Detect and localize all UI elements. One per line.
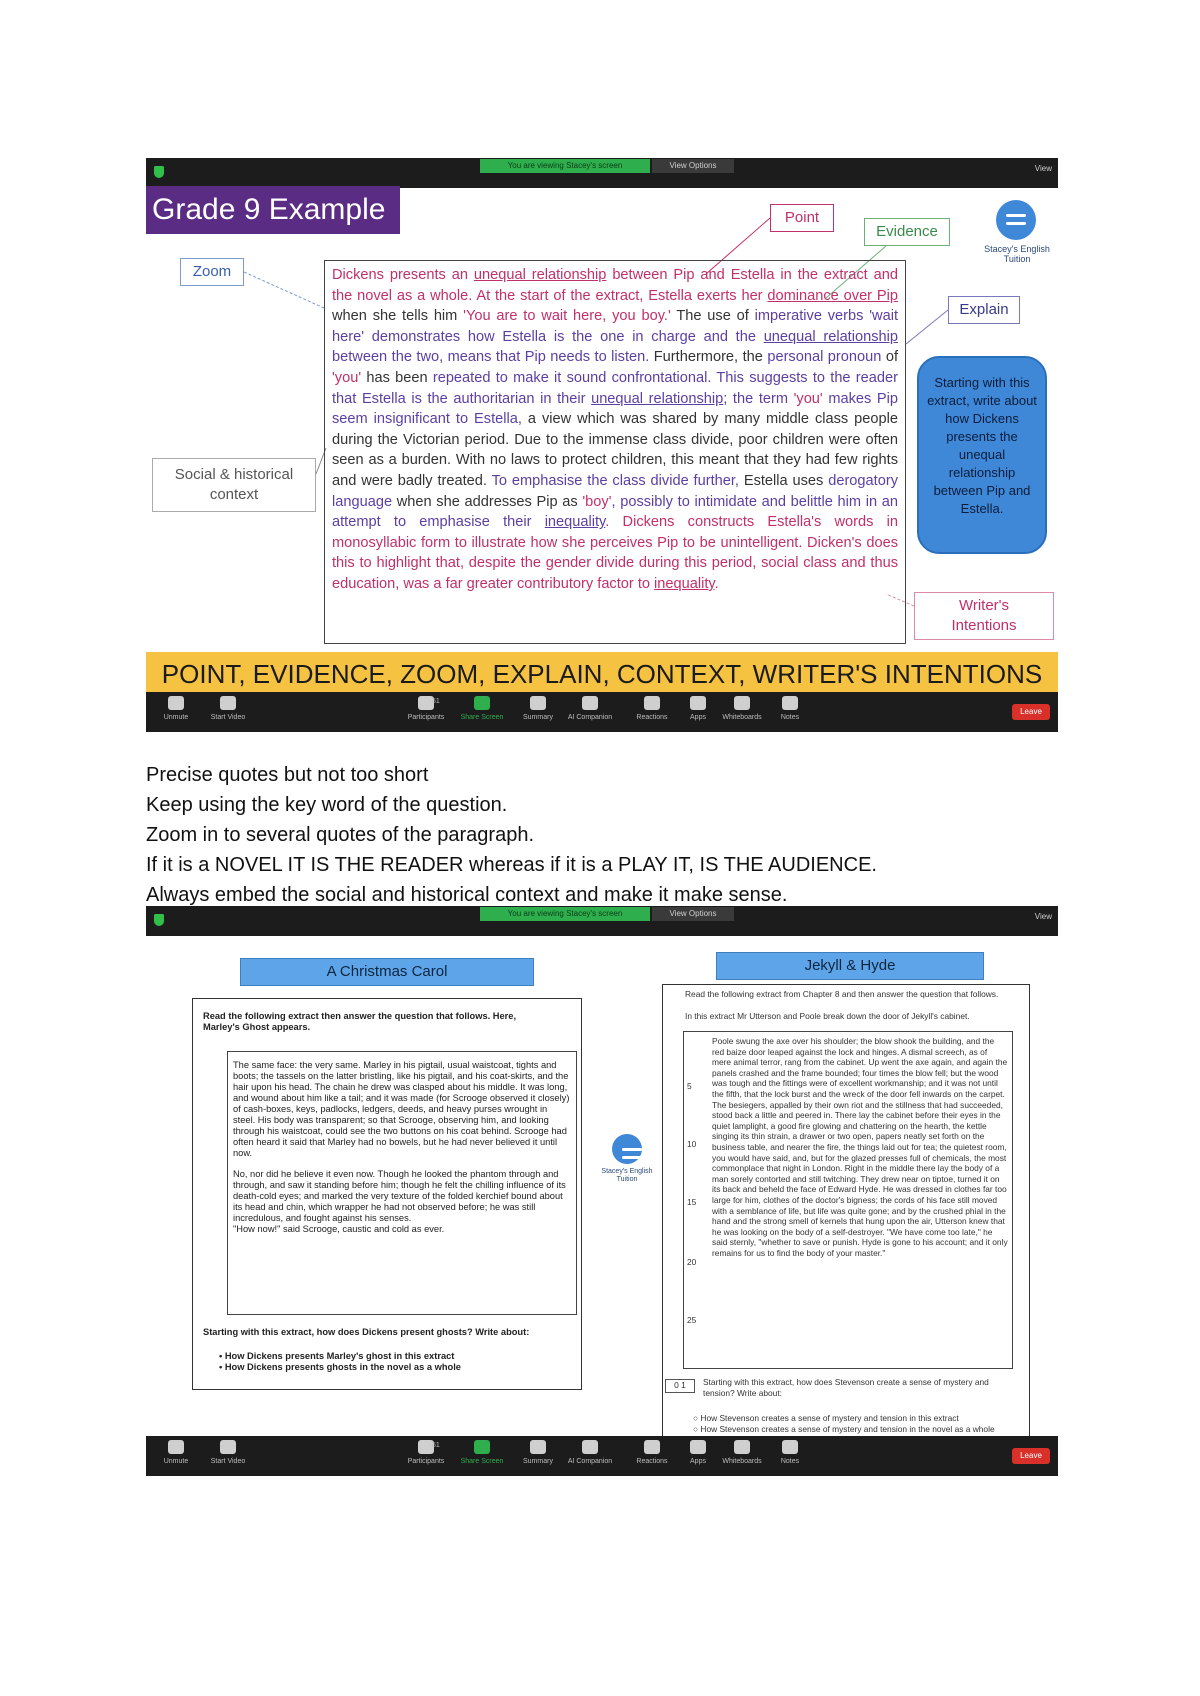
paragraph-segment: personal pronoun <box>767 349 882 366</box>
paragraph-segment: between the two, means that Pip needs to listen. <box>332 349 654 366</box>
label-zoom: Zoom <box>180 258 244 286</box>
toolbar-participants-button[interactable] <box>396 696 456 721</box>
paragraph-segment: to make it sound confrontational. This suggests to the reader that Estella is the authoritarian in their <box>332 369 898 407</box>
slide-extracts <box>146 936 1058 1436</box>
toolbar-label: Whiteboards <box>722 1458 762 1465</box>
carol-bullet-1-text: How Dickens presents Marley's ghost in this extract <box>224 1351 455 1361</box>
jh-bullet-1: ○ How Stevenson creates a sense of mystery and tension in this extract <box>693 1413 959 1423</box>
jh-intro-1: Read the following extract from Chapter 8 and then answer the question that follows. <box>685 989 999 999</box>
paragraph-segment: unequal relationship <box>473 267 607 283</box>
jh-bullet-2: ○ How Stevenson creates a sense of mystery and tension in the novel as a whole <box>693 1423 995 1434</box>
carol-extract-p3: "How now!" said Scrooge, caustic and cold as ever. <box>233 1224 445 1234</box>
apps-icon <box>690 696 706 710</box>
notes-icon <box>782 1440 798 1454</box>
note-line-3: Zoom in to several quotes of the paragraph. <box>146 824 535 846</box>
toolbar-label: Reactions <box>636 1458 668 1465</box>
zoom-window-2 <box>146 906 1058 1476</box>
tuition-logo-icon <box>996 200 1036 240</box>
note-line-2: Keep using the key word of the question. <box>146 794 508 816</box>
apps-icon <box>690 1440 706 1454</box>
paragraph-segment: 'you' <box>793 390 823 407</box>
mic-muted-icon <box>168 1440 184 1454</box>
summary-icon <box>530 1440 546 1454</box>
jh-question-marks: 0 1 <box>665 1379 695 1393</box>
participants-count: 51 <box>432 1442 440 1449</box>
toolbar-unmute-button[interactable] <box>146 1440 206 1465</box>
paragraph-segment: between Pip and Estella in the extract and the novel as a whole. At the start of the extract, Estella exerts her <box>332 267 898 304</box>
toolbar-unmute-button[interactable] <box>146 696 206 721</box>
viewing-banner: You are viewing Stacey's screen <box>480 907 650 921</box>
toolbar-label: AI Companion <box>567 714 613 721</box>
toolbar-start-video-button[interactable] <box>198 1440 258 1465</box>
view-options-button[interactable]: View Options <box>652 159 734 173</box>
zoom-toolbar <box>146 692 1058 732</box>
paragraph-segment: 'boy' <box>582 493 612 510</box>
toolbar-ai-companion-button[interactable] <box>560 696 620 721</box>
paragraph-segment: inequality <box>544 514 606 531</box>
carol-bullet-1: • How Dickens presents Marley's ghost in this extract <box>219 1351 455 1361</box>
paragraph-segment: when she addresses Pip as <box>392 493 583 510</box>
toolbar-label: Notes <box>780 714 800 721</box>
jh-question: Starting with this extract, how does Stevenson create a sense of mystery and tension? Write about: <box>703 1377 989 1398</box>
reactions-icon <box>644 1440 660 1454</box>
whiteboard-icon <box>734 696 750 710</box>
jh-line-25: 25 <box>687 1315 697 1325</box>
toolbar-notes-button[interactable] <box>760 696 820 721</box>
mic-muted-icon <box>168 696 184 710</box>
zoom-window-1 <box>146 158 1058 732</box>
toolbar-label: Apps <box>690 714 706 721</box>
paragraph-segment: dominance over Pip <box>767 287 898 304</box>
label-social-historical: Social & historical context <box>152 458 316 512</box>
whiteboard-icon <box>734 1440 750 1454</box>
notes-icon <box>782 696 798 710</box>
paragraph-segment: has been <box>361 369 433 386</box>
jh-line-10: 10 <box>687 1139 697 1149</box>
toolbar-label: Start Video <box>210 1458 246 1465</box>
jh-bullet-1-text: How Stevenson creates a sense of mystery and tension in this extract <box>700 1413 959 1423</box>
label-writers-intentions: Writer's Intentions <box>914 592 1054 640</box>
share-screen-icon <box>474 1440 490 1454</box>
paragraph-segment: 'you' <box>332 369 362 386</box>
toolbar-label: Start Video <box>210 714 246 721</box>
question-box: Starting with this extract, write about how Dickens presents the unequal relationship between Pip and Estella. <box>917 356 1047 554</box>
toolbar-share-screen-button[interactable] <box>452 696 512 721</box>
paragraph-segment: unequal relationship <box>763 328 898 345</box>
jh-bullets <box>693 1413 1013 1434</box>
ai-companion-icon <box>582 696 598 710</box>
tuition-logo-text: Stacey's English Tuition <box>984 244 1050 264</box>
label-explain: Explain <box>948 296 1020 324</box>
paragraph-segment: inequality <box>654 575 715 592</box>
toolbar-label: Apps <box>690 1458 706 1465</box>
note-line-5: Always embed the social and historical context and make it make sense. <box>146 884 788 906</box>
paragraph-segment: ; the term <box>723 390 794 407</box>
slide-title: Grade 9 Example <box>146 186 400 234</box>
paragraph-segment: , possibly to intimidate and belittle him in an attempt to emphasise their <box>332 493 898 531</box>
toolbar-label: Share Screen <box>460 714 504 721</box>
paragraph-segment: a view which was shared by many middle class people during the Victorian period. Due to the immense class divide, poor children were often seen as a burden. With no laws to protect children, this meant that they had few rights and were badly treated. <box>332 411 899 489</box>
header-christmas-carol: A Christmas Carol <box>240 958 534 986</box>
video-off-icon <box>220 696 236 710</box>
tuition-logo-text: Stacey's English Tuition <box>601 1168 653 1183</box>
christmas-carol-extract-sheet <box>192 998 582 1390</box>
carol-bullet-2: • How Dickens presents ghosts in the novel as a whole <box>219 1362 461 1372</box>
toolbar-start-video-button[interactable] <box>198 696 258 721</box>
label-evidence: Evidence <box>864 218 950 246</box>
paragraph-segment: of <box>881 349 899 366</box>
carol-bullets <box>219 1351 559 1373</box>
carol-extract-p2: No, nor did he believe it even now. Though he looked the phantom through and through, and saw it standing before him; though he felt the chilling influence of its death-cold eyes; and marked the very texture of the folded kerchief bound about its head and chin, which wrapper he had not observed before; he was still incredulous, and fought against his senses. <box>233 1169 566 1223</box>
toolbar-label: Notes <box>780 1458 800 1465</box>
paragraph-segment: derogatory language <box>332 472 898 510</box>
view-options-button[interactable]: View Options <box>652 907 734 921</box>
view-button[interactable]: View <box>1034 912 1052 921</box>
shield-icon <box>154 914 164 926</box>
paragraph-segment: Estella uses <box>738 472 829 489</box>
toolbar-summary-button[interactable] <box>508 696 568 721</box>
carol-question: Starting with this extract, how does Dickens present ghosts? Write about: <box>203 1327 530 1337</box>
toolbar-label: Participants <box>407 714 445 721</box>
toolbar-notes-button[interactable] <box>760 1440 820 1465</box>
participants-count: 51 <box>432 698 440 705</box>
note-line-1: Precise quotes but not too short <box>146 764 429 786</box>
note-line-4: If it is a NOVEL IT IS THE READER whereas if it is a PLAY IT, IS THE AUDIENCE. <box>146 854 877 876</box>
toolbar-label: Unmute <box>163 1458 189 1465</box>
paragraph-segment: Dickens presents an <box>332 267 474 283</box>
carol-intro: Read the following extract then answer the question that follows. Here, Marley's Ghost appears. <box>203 1011 517 1032</box>
view-button[interactable]: View <box>1034 164 1052 173</box>
paragraph-segment: makes Pip seem insignificant to Estella, <box>332 390 898 428</box>
toolbar-summary-button[interactable] <box>508 1440 568 1465</box>
paragraph-segment: when she tells him <box>332 308 464 325</box>
carol-extract-p1: The same face: the very same. Marley in his pigtail, usual waistcoat, tights and boots; the tassels on the latter bristling, like his pigtail, and his coat-skirts, and the hair upon his head. The chain he drew was clasped about his middle. It was long, and wound about him like a tail; and it was made (for Scrooge observed it closely) of cash-boxes, keys, padlocks, ledgers, deeds, and heavy purses wrought in steel. His body was transparent; so that Scrooge, observing him, and looking through his waistcoat, could see the two buttons on his coat behind. Scrooge had often heard it said that Marley had no bowels, but he had never believed it until now. <box>233 1060 570 1158</box>
leave-button[interactable]: Leave <box>1012 1448 1050 1464</box>
peezecw-banner: POINT, EVIDENCE, ZOOM, EXPLAIN, CONTEXT, WRITER'S INTENTIONS <box>146 652 1058 696</box>
header-jekyll-hyde: Jekyll & Hyde <box>716 952 984 980</box>
paragraph-segment: To emphasise the class divide further, <box>491 472 739 489</box>
paragraph-segment: 'You are to wait here, you boy.' <box>463 308 671 325</box>
zoom-toolbar <box>146 1436 1058 1476</box>
leave-button[interactable]: Leave <box>1012 704 1050 720</box>
toolbar-share-screen-button[interactable] <box>452 1440 512 1465</box>
toolbar-label: Summary <box>523 714 553 721</box>
tuition-logo-icon <box>612 1134 642 1164</box>
jekyll-hyde-extract-sheet <box>662 984 1030 1442</box>
toolbar-label: Whiteboards <box>722 714 762 721</box>
carol-bullet-2-text: How Dickens presents ghosts in the novel as a whole <box>224 1362 461 1372</box>
toolbar-label: Unmute <box>163 714 189 721</box>
toolbar-label: Reactions <box>636 714 668 721</box>
video-off-icon <box>220 1440 236 1454</box>
paragraph-segment: imperative verbs <box>754 308 864 325</box>
jh-line-20: 20 <box>687 1257 697 1267</box>
carol-extract-box <box>227 1051 577 1315</box>
paragraph-segment: . Dickens constructs Estella's words in monosyllabic form to illustrate how she perceives Pip to be unintelligent. Dicken's does this to highlight that, despite the gender divide during this period, social class and thus education, was a far greater contributory factor to <box>332 514 898 592</box>
paragraph-segment: The use of <box>670 308 755 325</box>
label-point: Point <box>770 204 834 232</box>
viewing-banner: You are viewing Stacey's screen <box>480 159 650 173</box>
ai-companion-icon <box>582 1440 598 1454</box>
toolbar-label: AI Companion <box>567 1458 613 1465</box>
toolbar-participants-button[interactable] <box>396 1440 456 1465</box>
jh-line-15: 15 <box>687 1197 697 1207</box>
toolbar-label: Participants <box>407 1458 445 1465</box>
jh-line-5: 5 <box>687 1081 692 1091</box>
paragraph-segment: repeated <box>432 369 491 386</box>
analysis-paragraph <box>324 260 906 644</box>
share-screen-icon <box>474 696 490 710</box>
paragraph-segment: 'wait here' demonstrates how Estella is the one in charge and the <box>332 308 899 345</box>
jh-bullet-2-text: How Stevenson creates a sense of mystery and tension in the novel as a whole <box>700 1423 995 1434</box>
toolbar-label: Summary <box>523 1458 553 1465</box>
jh-intro-2: In this extract Mr Utterson and Poole break down the door of Jekyll's cabinet. <box>685 1011 970 1021</box>
paragraph-segment: . <box>714 575 719 592</box>
jh-extract-box <box>683 1031 1013 1369</box>
toolbar-label: Share Screen <box>460 1458 504 1465</box>
summary-icon <box>530 696 546 710</box>
slide-grade9 <box>146 158 1058 692</box>
jh-extract-text: Poole swung the axe over his shoulder; the blow shook the building, and the red baize door leaped against the lock and hinges. A dismal screech, as of mere animal terror, rang from the cabinet. Up went the axe again, and again the panels crashed and the frame bounded; four times the blow fell; but the wood was tough and the fittings were of excellent workmanship; and it was not until the fifth, that the lock burst and the wreck of the door fell inwards on the carpet. The besiegers, appalled by their own riot and the stillness that had succeeded, stood back a little and peered in. There lay the cabinet before their eyes in the quiet lamplight, a good fire glowing and chattering on the hearth, the kettle singing its thin strain, a drawer or two open, papers neatly set forth on the business table, and nearer the fire, the things laid out for tea; the quietest room, you would have said, and, but for the glazed presses full of chemicals, the most commonplace that night in London. Right in the middle there lay the body of a man sorely contorted and still twitching. They drew near on tiptoe, turned it on its back and beheld the face of Edward Hyde. He was dressed in clothes far too large for him, clothes of the doctor's bigness; the cords of his face still moved with a semblance of life, but life was quite gone; and by the crushed phial in the hand and the strong smell of kernels that hung upon the air, Utterson knew that he was looking on the body of a self-destroyer. "We have come too late," he said sternly, "whether to save or punish. Hyde is gone to his account; and it only remains for us to find the body of your master." <box>712 1036 1008 1258</box>
paragraph-segment: Furthermore, the <box>653 349 768 366</box>
toolbar-ai-companion-button[interactable] <box>560 1440 620 1465</box>
reactions-icon <box>644 696 660 710</box>
zoom-top-bar <box>146 906 1058 936</box>
paragraph-segment: unequal relationship <box>591 390 724 407</box>
